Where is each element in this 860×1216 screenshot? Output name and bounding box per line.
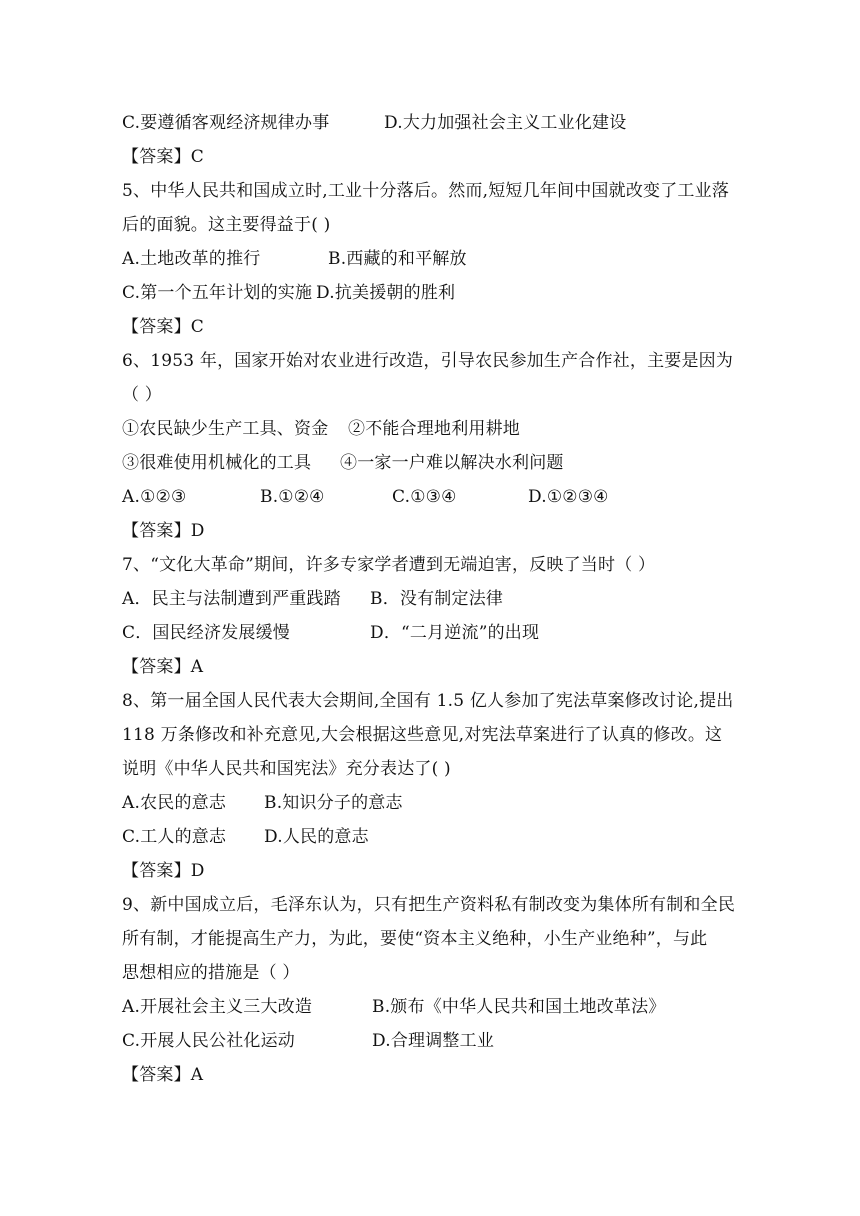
option-a: A．民主与法制遭到严重践踏 — [122, 589, 341, 609]
question-5-stem-cont: 后的面貌。这主要得益于( ) — [122, 215, 331, 235]
question-9-stem-cont: 所有制，才能提高生产力，为此，要使“资本主义绝种，小生产业绝种”，与此 — [122, 929, 708, 949]
option-a: A.①②③ — [122, 487, 187, 507]
answer-line: 【答案】C — [122, 317, 205, 337]
answer-line: 【答案】D — [122, 861, 205, 881]
option-a: A.农民的意志 — [122, 793, 227, 813]
statements-row — [122, 412, 742, 446]
options-row — [122, 990, 742, 1024]
options-row — [122, 480, 742, 514]
option-c: C.要遵循客观经济规律办事 — [122, 113, 330, 133]
question-6-stem-cont: （ ） — [122, 385, 163, 405]
options-row — [122, 820, 742, 854]
options-row — [122, 582, 742, 616]
options-row — [122, 616, 742, 650]
question-8-stem: 8、第一届全国人民代表大会期间,全国有 1.5 亿人参加了宪法草案修改讨论,提出 — [122, 691, 734, 711]
option-b: B.西藏的和平解放 — [328, 249, 467, 269]
option-b: B.颁布《中华人民共和国土地改革法》 — [372, 997, 666, 1017]
option-b: B.①②④ — [260, 487, 325, 507]
option-c: C.①③④ — [392, 487, 457, 507]
statement-1: ①农民缺少生产工具、资金 — [122, 419, 329, 439]
answer-line: 【答案】A — [122, 1065, 204, 1085]
options-row — [122, 242, 742, 276]
option-d: D.人民的意志 — [264, 827, 369, 847]
question-list — [122, 106, 742, 1092]
answer-line: 【答案】A — [122, 657, 204, 677]
option-d: D．“二月逆流”的出现 — [370, 623, 540, 643]
option-d: D.①②③④ — [528, 487, 609, 507]
options-row — [122, 106, 742, 140]
option-c: C.工人的意志 — [122, 827, 227, 847]
statements-row — [122, 446, 742, 480]
answer-line: 【答案】C — [122, 147, 205, 167]
question-6-stem: 6、1953 年，国家开始对农业进行改造，引导农民参加生产合作社，主要是因为 — [122, 351, 734, 371]
question-8-stem-cont: 说明《中华人民共和国宪法》充分表达了( ) — [122, 759, 451, 779]
option-c: C.开展人民公社化运动 — [122, 1031, 296, 1051]
question-8-stem-cont: 118 万条修改和补充意见,大会根据这些意见,对宪法草案进行了认真的修改。这 — [122, 725, 723, 745]
option-b: B．没有制定法律 — [370, 589, 504, 609]
option-d: D.合理调整工业 — [372, 1031, 495, 1051]
statement-4: ④一家一户难以解决水利问题 — [340, 453, 564, 473]
options-row — [122, 1024, 742, 1058]
option-d: D.抗美援朝的胜利 — [316, 283, 456, 303]
options-row — [122, 276, 742, 310]
option-a: A.土地改革的推行 — [122, 249, 261, 269]
question-9-stem-cont: 思想相应的措施是（ ） — [122, 963, 300, 983]
answer-line: 【答案】D — [122, 521, 205, 541]
option-c: C.第一个五年计划的实施 — [122, 283, 313, 303]
statement-3: ③很难使用机械化的工具 — [122, 453, 312, 473]
option-a: A.开展社会主义三大改造 — [122, 997, 313, 1017]
option-b: B.知识分子的意志 — [264, 793, 403, 813]
option-c: C．国民经济发展缓慢 — [122, 623, 291, 643]
question-9-stem: 9、新中国成立后，毛泽东认为，只有把生产资料私有制改变为集体所有制和全民 — [122, 895, 736, 915]
question-7-stem: 7、“文化大革命”期间，许多专家学者遭到无端迫害，反映了当时（ ） — [122, 555, 656, 575]
options-row — [122, 786, 742, 820]
statement-2: ②不能合理地利用耕地 — [348, 419, 520, 439]
question-5-stem: 5、中华人民共和国成立时,工业十分落后。然而,短短几年间中国就改变了工业落 — [122, 181, 730, 201]
option-d: D.大力加强社会主义工业化建设 — [384, 113, 627, 133]
